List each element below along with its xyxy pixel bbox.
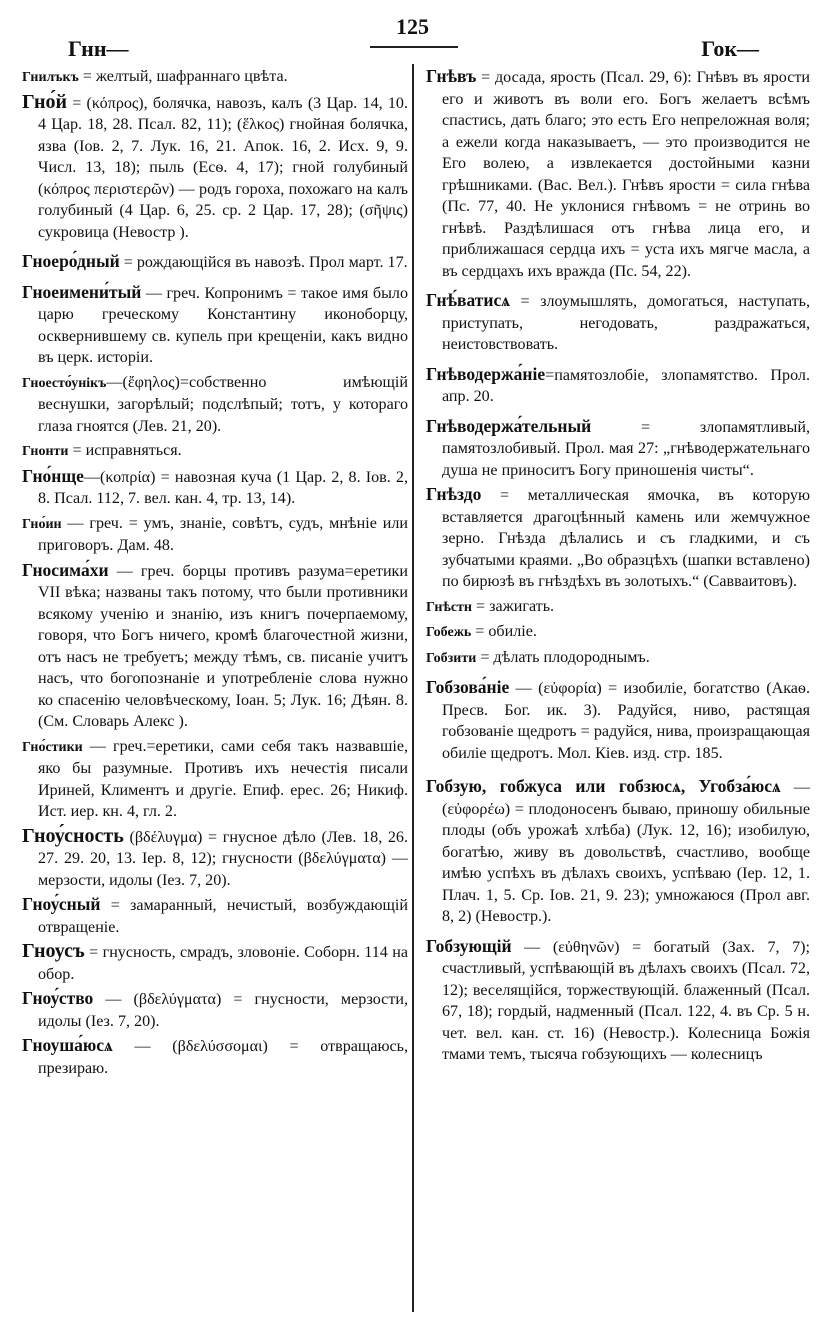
entry <box>426 647 810 670</box>
headword: Гноуша́юсѧ <box>22 1035 113 1055</box>
headword: Гнилъкъ <box>22 70 79 85</box>
definition: —(ἔφηλος)=собственно имѣющій веснушки, загорѣлый; подслѣпый; тотъ, у котораго глаза гноятся (Лев. 21, 20). <box>38 373 408 435</box>
definition: = рождающійся въ навозѣ. Прол март. 17. <box>119 254 408 271</box>
definition: —(κοπρία) = навозная куча (1 Цар. 2, 8. Іов. 2, 8. Псал. 112, 7. вел. кан. 4, тр. 13, 14). <box>38 468 408 507</box>
definition: = злопамятливый, памятозлобивый. Прол. мая 27: „гнѣводержательнаго душа не приноситъ Богу приношенія чисты“. <box>442 418 810 479</box>
entry <box>22 941 408 985</box>
definition: = исправняться. <box>68 442 182 459</box>
entry <box>22 894 408 938</box>
entry <box>22 66 408 89</box>
entry <box>426 936 810 1066</box>
headword: Гнѣводержа́ніе <box>426 363 546 384</box>
headword: Гно́нще <box>22 465 84 486</box>
headword: Гнѣздо <box>426 484 482 504</box>
definition: = злоумышлять, домогаться, наступать, приступать, негодовать, раздражаться, неистовствовать. <box>442 293 810 353</box>
headword: Гноеимени́тый <box>22 281 142 302</box>
entry <box>22 988 408 1032</box>
entry <box>426 621 810 644</box>
entry <box>22 372 408 438</box>
entry <box>22 251 408 274</box>
entry <box>22 466 408 510</box>
headword: Гно́стики <box>22 739 83 755</box>
entry <box>426 776 810 928</box>
definition: — (εὐφορία) = изобиліе, богатство (Акаѳ. Пресв. Бог. ик. 3). Радуйся, ниво, растящая гобзованіе щедротъ = радуйся, нива, произращающая обиліе щедротъ. Мол. Кіев. изд. стр. 185. <box>442 680 810 762</box>
entry <box>426 596 810 619</box>
headword: Гноу́ство <box>22 988 94 1008</box>
definition: = досада, ярость (Псал. 29, 6): Гнѣвъ въ ярости его и животъ въ воли его. Богъ желаетъ всѣмъ спастись, дать благо; это есть Его непреложная воля; а ежели когда наказываетъ, — это производится не Его волею, а извлекается достойными казни грѣшниками. (Вас. Вел.). Гнѣвъ ярости = сила гнѣва (Пс. 77, 40. Не уклонися гнѣвомъ = не отринь во гнѣвѣ. Раздѣлишася отъ гнѣва лица его, и приближашася сердца ихъ = уста ихъ мягче масла, а въ сердцахъ ихъ вражда (Пс. 54, 22). <box>442 69 810 280</box>
header-right-guide-word: Гок— <box>701 36 759 61</box>
definition: — (εὐφορέω) = плодоносенъ бываю, приношу обильные плоды (объ урожаѣ хлѣба) (Лук. 12, 16); изобилую, богатѣю, живу въ довольствѣ, счастливо, вообще имѣю успѣхъ въ дѣлахъ своихъ, успѣваю (Іер. 12, 1. Плач. 1, 5. Ср. Іов. 21, 9. 23); умножаюся (Прол авг. 8, 2) (Невостр.). <box>442 779 810 925</box>
definition: = (κόπρος), болячка, навозъ, калъ (3 Цар. 14, 10. 4 Цар. 18, 28. Псал. 82, 11); (ἕλκος) гнойная болячка, язва (Іов. 2, 7. Лук. 16, 21. Апок. 16, 2. Исх. 9, 9. Числ. 13, 18); пыль (Есѳ. 4, 17); гной голубиный (κόπρος περιστερῶν) — родъ гороха, похожаго на калъ голубиный (4 Цар. 6, 25. ср. 2 Цар. 17, 28); (σῆψις) сукровица (Невостр ). <box>38 94 408 241</box>
definition: = замаранный, нечистый, возбуждающій отвращеніе. <box>38 897 408 936</box>
headword: Гобежь <box>426 625 472 640</box>
headword: Гобзова́ніе <box>426 677 510 697</box>
headword: Гобзую, гобжуса или гобзюсѧ, Угобза́юсѧ <box>426 776 781 796</box>
headword: Гнѣстн <box>426 599 472 615</box>
definition: — греч. борцы противъ разума=еретики VII вѣка; названы такъ потому, что были противники всякому ученію и знанію, изъ книгъ почерпаемому, говоря, что Богъ ничего, кромѣ благочестной жизни, отъ насъ не требуетъ; между тѣмъ, св. писаніе учитъ насъ, что богопознаніе и употребленіе слова нужно ко спасенію человѣческому, Іоан. 5; Лук. 16; Дѣян. 8. (См. Словарь Алекс ). <box>38 562 408 730</box>
headword: Гнѣводержа́тельный <box>426 415 592 436</box>
page-number: 125 <box>396 14 429 39</box>
headword: Гобзующій <box>426 935 512 956</box>
entry <box>426 66 810 282</box>
right-column <box>426 66 810 1069</box>
entry <box>22 1035 408 1079</box>
entry <box>22 282 408 369</box>
headword: Гноу́сный <box>22 894 101 914</box>
entry <box>22 560 408 733</box>
definition: (βδέλυγμα) = гнусное дѣло (Лев. 18, 26. 27. 29. 20, 13. Іер. 8, 12); гнусности (βδελύγματα) — мерзости, идолы (Іез. 7, 20). <box>38 828 408 889</box>
entry <box>22 736 408 823</box>
definition: = металлическая ямочка, въ которую вставляется драгоцѣнный камень или жемчужное зерно. Гнѣзда дѣлались и съ гладкими, и съ зубчатыми краями. „Во образцѣхъ (шапки вставлено) по бирюзѣ въ гнѣздѣхъ въ золотыхъ.“ (Савваитовъ). <box>442 487 810 590</box>
entry <box>426 416 810 482</box>
headword: Гно́й <box>22 90 68 113</box>
column-divider <box>412 64 414 1312</box>
entry <box>426 484 810 593</box>
headword: Гноесто́унікъ <box>22 375 107 391</box>
definition: — (βδελύγματα) = гнусности, мерзости, идолы (Іез. 7, 20). <box>38 991 408 1030</box>
entry <box>426 364 810 408</box>
entry <box>22 92 408 244</box>
definition: = зажигать. <box>472 597 555 615</box>
definition: = гнусность, смрадъ, зловоніе. Соборн. 114 на обор. <box>38 944 408 983</box>
definition: — греч. Копронимъ = такое имя было царю греческому Константину иконоборцу, осквернившему св. купель при крещеніи, какъ видно въ церк. исторіи. <box>38 284 408 366</box>
definition: =памятозлобіе, злопамятство. Прол. апр. 20. <box>442 366 810 405</box>
headword: Гноусъ <box>22 940 85 962</box>
headword: Гноу́сность <box>22 824 124 847</box>
header-left-guide-word: Гнн— <box>68 36 129 61</box>
definition: — (βδελύσσομαι) = отвращаюсь, презираю. <box>38 1038 408 1077</box>
page-number-rule <box>370 46 458 48</box>
headword: Гно́ин <box>22 516 62 532</box>
headword: Гносима́хи <box>22 559 109 580</box>
headword: Гнѣ́ватисѧ <box>426 290 510 310</box>
entry <box>426 290 810 356</box>
entry <box>22 513 408 557</box>
definition: = обиліе. <box>471 623 537 640</box>
headword: Гнонти <box>22 444 69 459</box>
entry <box>22 826 408 892</box>
definition: — греч.=еретики, сами себя такъ назвавшіе, яко бы разумные. Противъ ихъ нечестія писали Ириней, Климентъ и другіе. Епиф. ерес. 26; Никиф. Ист. иер. кн. 4, гл. 2. <box>38 737 408 820</box>
left-column <box>22 66 408 1082</box>
entry <box>22 440 408 463</box>
headword: Гноеро́дный <box>22 251 120 271</box>
definition: — (εὐθηνῶν) = богатый (Зах. 7, 7); счастливый, успѣвающій въ дѣлахъ своихъ (Псал. 72, 12); веселящійся, торжествующій. блаженный (Псал. 67, 18); гордый, надменный (Псал. 122, 4. въ Ср. 5 н. чет. вел. кан. ст. 16) (Невостр.). Колесница Божія тмами темъ, тысяча гобзующихъ — колесницъ <box>442 938 810 1063</box>
definition: = желтый, шафраннаго цвѣта. <box>78 68 288 85</box>
entry <box>426 677 810 764</box>
running-header <box>0 10 825 64</box>
definition: — греч. = умъ, знаніе, совѣтъ, судъ, мнѣніе или приговоръ. Дам. 48. <box>38 514 408 554</box>
definition: = дѣлать плодороднымъ. <box>476 648 650 666</box>
headword: Гнѣвъ <box>426 66 477 86</box>
headword: Гобзити <box>426 650 477 666</box>
